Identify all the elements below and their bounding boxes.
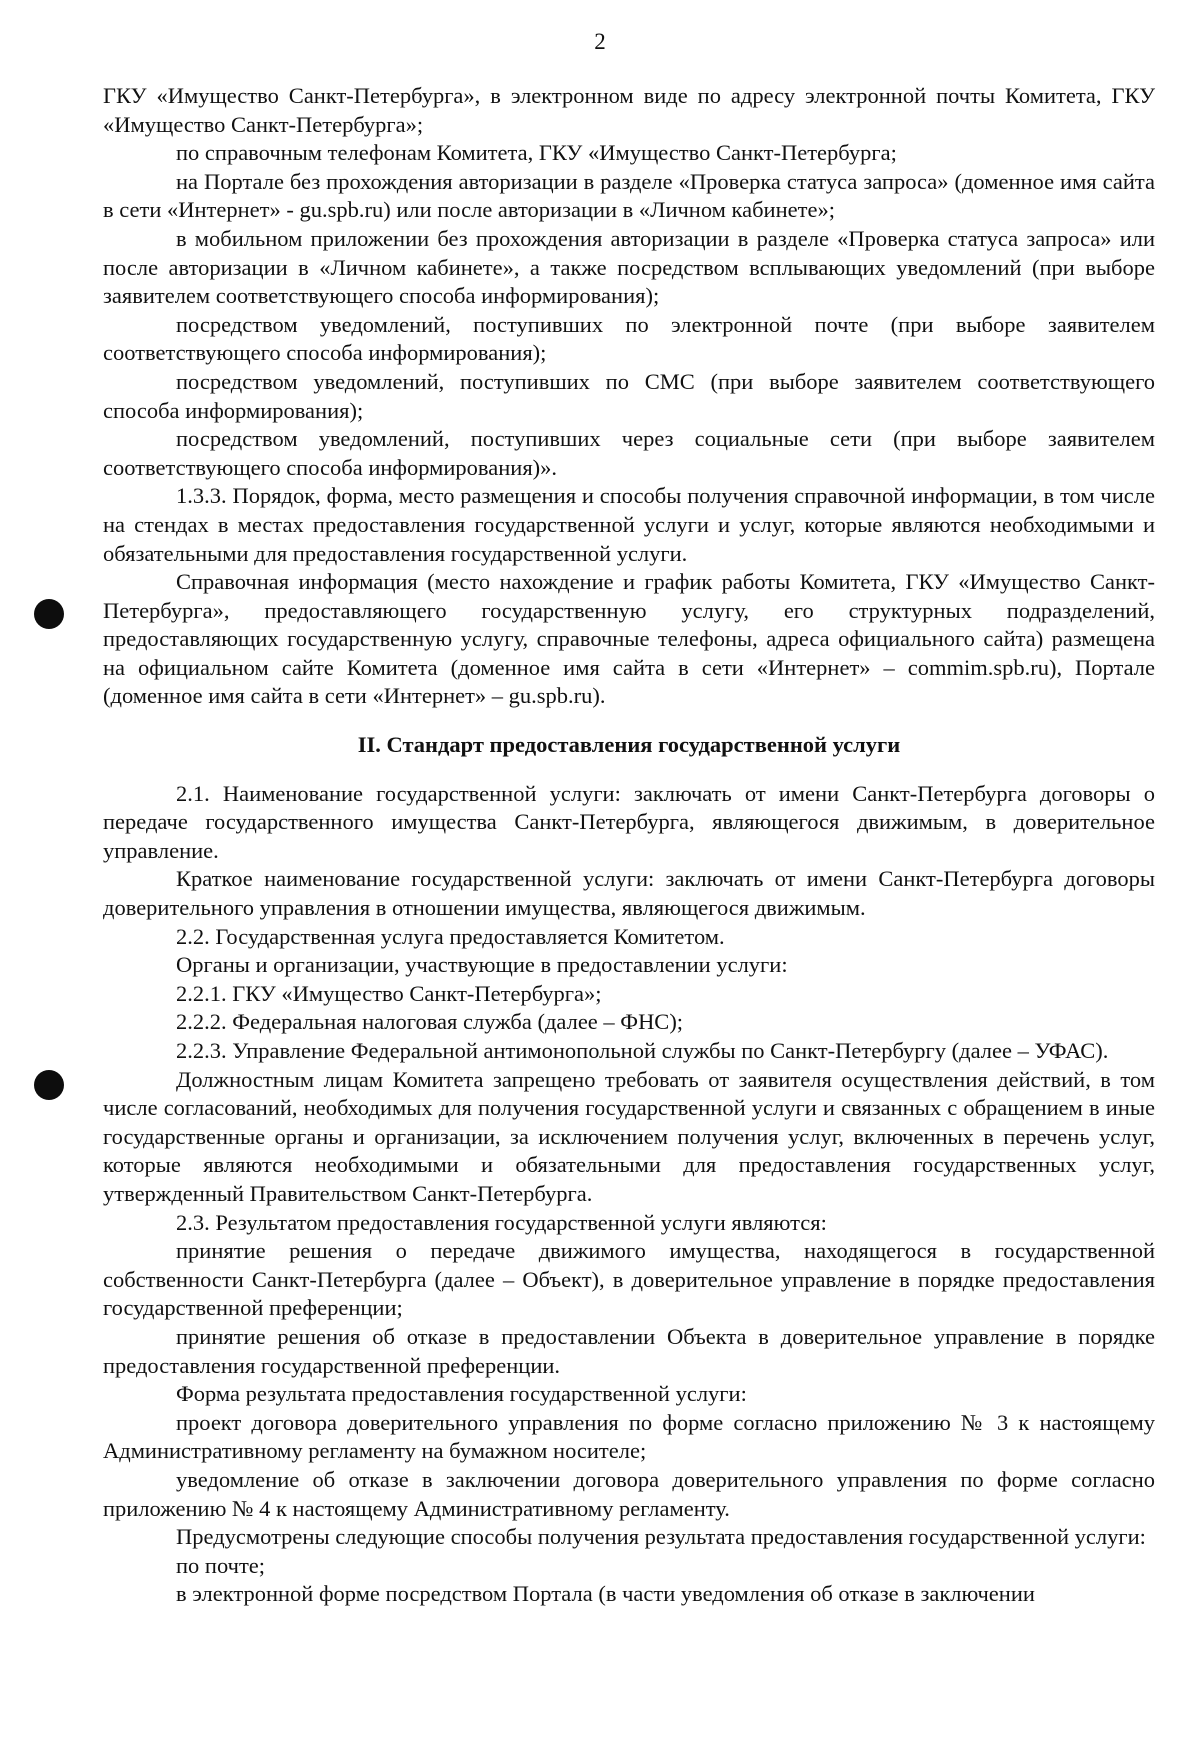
paragraph: принятие решения об отказе в предоставлении Объекта в доверительное управление в порядке предоставления государственной преференции. xyxy=(103,1323,1155,1378)
paragraph: Предусмотрены следующие способы получения результата предоставления государственной услуги: xyxy=(176,1524,1146,1550)
paragraph: Форма результата предоставления государственной услуги: xyxy=(176,1381,747,1407)
paragraph: Справочная информация (место нахождение и график работы Комитета, ГКУ «Имущество Санкт-Петербурга», предоставляющего государственную услугу, его структурных подразделений, предоставляющих государственную услугу, справочные телефоны, адреса официального сайта) размещена на официальном сайте Комитета (доменное имя сайта в сети «Интернет» – commim.spb.ru), Портале (доменное имя сайта в сети «Интернет» – gu.spb.ru). xyxy=(103,569,1155,709)
paragraph: посредством уведомлений, поступивших через социальные сети (при выборе заявителем соответствующего способа информирования)». xyxy=(103,426,1155,480)
punch-hole-mark xyxy=(34,599,64,629)
paragraph: 2.1. Наименование государственной услуги: заключать от имени Санкт-Петербурга договоры о передаче государственного имущества Санкт-Петербурга, являющегося движимым, в доверительное управление. xyxy=(103,780,1155,863)
section-heading: II. Стандарт предоставления государственной услуги xyxy=(357,732,901,758)
document-body xyxy=(103,82,1155,1609)
page-number: 2 xyxy=(594,29,606,54)
paragraph: 2.2. Государственная услуга предоставляется Комитетом. xyxy=(176,923,725,949)
paragraph: проект договора доверительного управления по форме согласно приложению № 3 к настоящему Административному регламенту на бумажном носителе; xyxy=(103,1409,1155,1464)
paragraph: 1.3.3. Порядок, форма, место размещения и способы получения справочной информации, в том числе на стендах в местах предоставления государственной услуги и услуг, которые являются необходимыми и обязательными для предоставления государственной услуги. xyxy=(103,483,1155,566)
paragraph: Органы и организации, участвующие в предоставлении услуги: xyxy=(176,952,788,978)
paragraph: ГКУ «Имущество Санкт-Петербурга», в электронном виде по адресу электронной почты Комитета, ГКУ «Имущество Санкт-Петербурга»; xyxy=(103,83,1155,137)
paragraph: 2.2.2. Федеральная налоговая служба (далее – ФНС); xyxy=(176,1009,684,1035)
paragraph: в мобильном приложении без прохождения авторизации в разделе «Проверка статуса запроса» или после авторизации в «Личном кабинете», а также посредством всплывающих уведомлений (при выборе заявителем соответствующего способа информирования); xyxy=(103,225,1155,309)
punch-hole-mark xyxy=(34,1070,64,1100)
paragraph: принятие решения о передаче движимого имущества, находящегося в государственной собственности Санкт-Петербурга (далее – Объект), в доверительное управление в порядке предоставления государственной преференции; xyxy=(103,1238,1155,1321)
paragraph: 2.3. Результатом предоставления государственной услуги являются: xyxy=(176,1209,827,1235)
paragraph: 2.2.3. Управление Федеральной антимонопольной службы по Санкт-Петербургу (далее – УФАС). xyxy=(176,1038,1109,1063)
paragraph: Должностным лицам Комитета запрещено требовать от заявителя осуществления действий, в том числе согласований, необходимых для получения государственной услуги и связанных с обращением в иные государственные органы и организации, за исключением получения услуг, включенных в перечень услуг, которые являются необходимыми и обязательными для предоставления государственных услуг, утвержденный Правительством Санкт-Петербурга. xyxy=(103,1066,1155,1206)
paragraph: 2.2.1. ГКУ «Имущество Санкт-Петербурга»; xyxy=(176,980,602,1006)
paragraph: Краткое наименование государственной услуги: заключать от имени Санкт-Петербурга договоры доверительного управления в отношении имущества, являющегося движимым. xyxy=(103,866,1155,921)
paragraph: по почте; xyxy=(176,1552,266,1578)
paragraph: по справочным телефонам Комитета, ГКУ «Имущество Санкт-Петербурга; xyxy=(176,140,897,166)
paragraph: на Портале без прохождения авторизации в разделе «Проверка статуса запроса» (доменное имя сайта в сети «Интернет» - gu.spb.ru) или после авторизации в «Личном кабинете»; xyxy=(103,168,1155,223)
paragraph: посредством уведомлений, поступивших по электронной почте (при выборе заявителем соответствующего способа информирования); xyxy=(103,311,1155,366)
paragraph: посредством уведомлений, поступивших по СМС (при выборе заявителем соответствующего способа информирования); xyxy=(103,368,1155,423)
paragraph: уведомление об отказе в заключении договора доверительного управления по форме согласно приложению № 4 к настоящему Административному регламенту. xyxy=(103,1466,1155,1521)
paragraph: в электронной форме посредством Портала (в части уведомления об отказе в заключении xyxy=(176,1581,1035,1607)
